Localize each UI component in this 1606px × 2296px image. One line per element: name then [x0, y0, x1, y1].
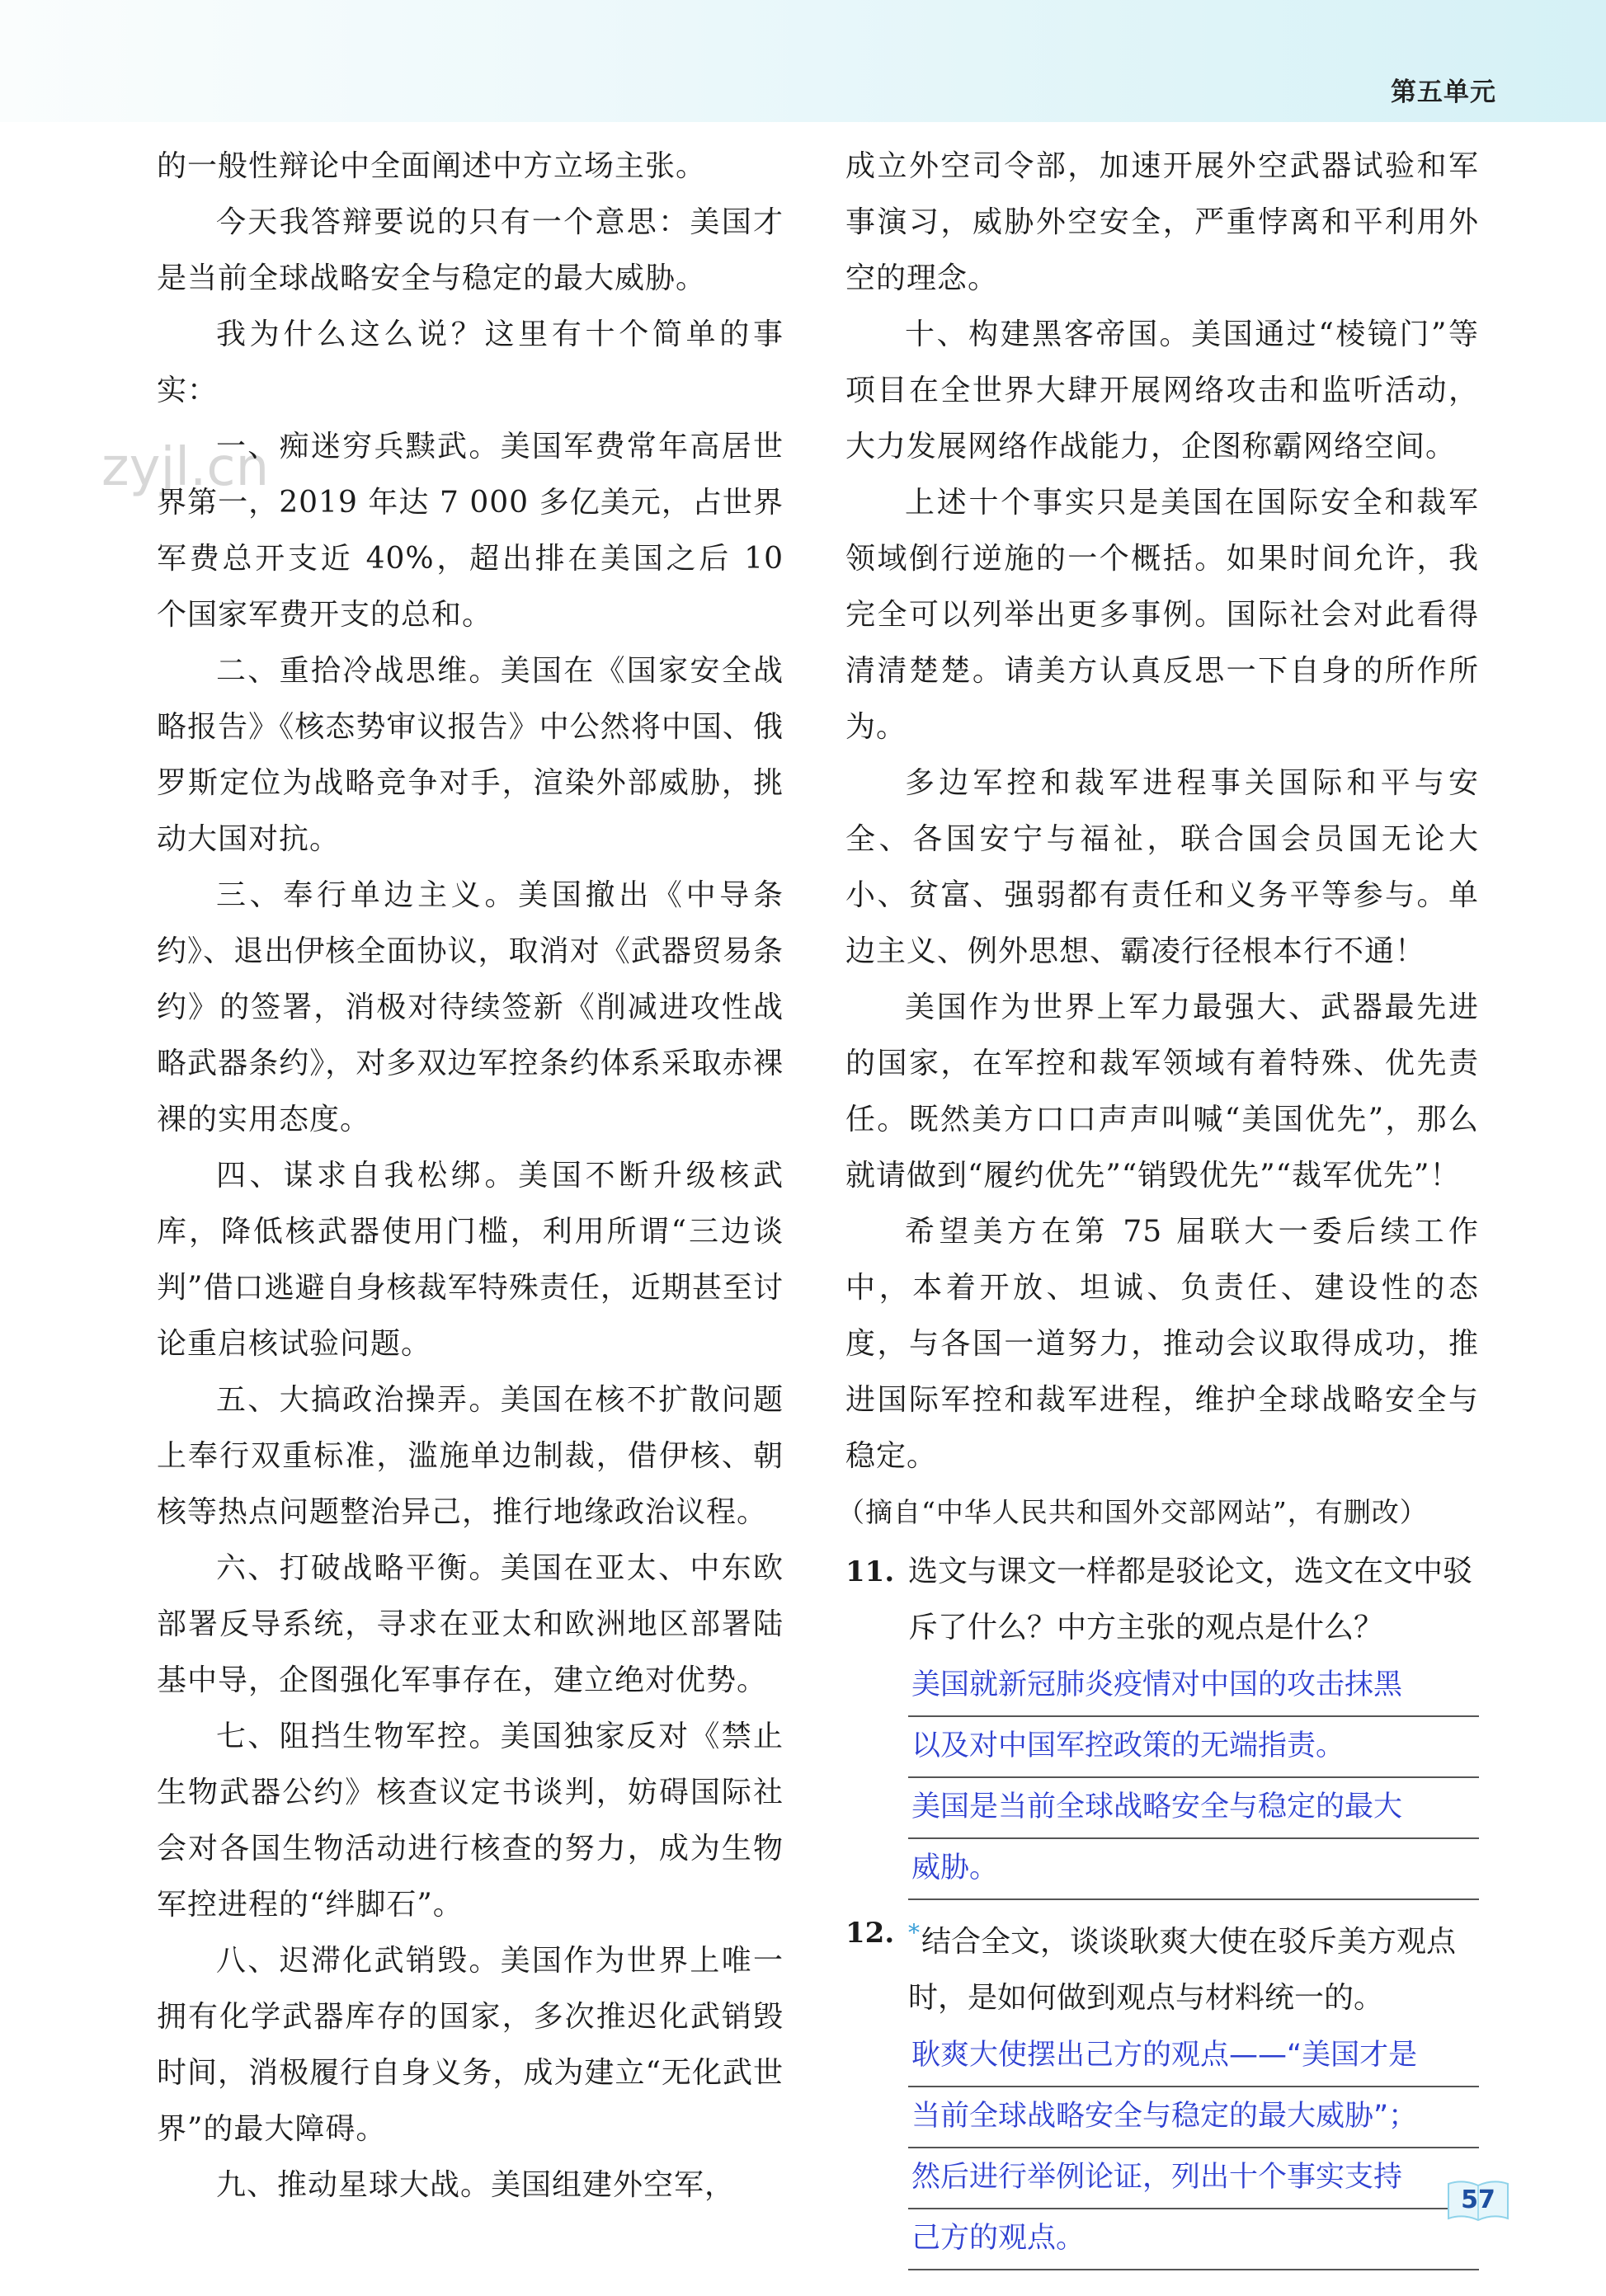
paragraph: 的一般性辩论中全面阐述中方立场主张。 — [157, 149, 707, 183]
paragraph: 二、重拾冷战思维。美国在《国家安全战略报告》《核态势审议报告》中公然将中国、俄罗斯定位为战略竞争对手，渲染外部威胁，挑动大国对抗。 — [157, 654, 784, 856]
paragraph: 七、阻挡生物军控。美国独家反对《禁止生物武器公约》核查议定书谈判，妨碍国际社会对各国生物活动进行核查的努力，成为生物军控进程的“绊脚石”。 — [157, 1720, 784, 1922]
paragraph: 九、推动星球大战。美国组建外空军， — [216, 2168, 736, 2202]
question-text: 选文与课文一样都是驳论文，选文在文中驳斥了什么？中方主张的观点是什么？ — [908, 1555, 1473, 1644]
paragraph: 成立外空司令部，加速开展外空武器试验和军事演习，威胁外空安全，严重悖离和平利用外空的理念。 — [845, 149, 1479, 295]
paragraph: 美国作为世界上军力最强大、武器最先进的国家，在军控和裁军领域有着特殊、优先责任。既然美方口口声声叫喊“美国优先”，那么就请做到“履约优先”“销毁优先”“裁军优先”！ — [845, 990, 1479, 1193]
answer-line: 己方的观点。 — [908, 2209, 1479, 2270]
watermark: zyjl.cn — [101, 437, 270, 498]
page-number: 57 — [1461, 2185, 1495, 2214]
paragraph: 六、打破战略平衡。美国在亚太、中东欧部署反导系统，寻求在亚太和欧洲地区部署陆基中导，企图强化军事存在，建立绝对优势。 — [157, 1551, 784, 1697]
question-number: 12. — [845, 1917, 895, 1950]
answer-line: 美国就新冠肺炎疫情对中国的攻击抹黑 — [908, 1656, 1479, 1717]
paragraph: 五、大搞政治操弄。美国在核不扩散问题上奉行双重标准，滥施单边制裁，借伊核、朝核等热点问题整治异己，推行地缘政治议程。 — [157, 1383, 784, 1529]
paragraph: 三、奉行单边主义。美国撤出《中导条约》、退出伊核全面协议，取消对《武器贸易条约》的签署，消极对待续签新《削减进攻性战略武器条约》，对多双边军控条约体系采取赤裸裸的实用态度。 — [157, 878, 784, 1136]
paragraph: 一、痴迷穷兵黩武。美国军费常年高居世界第一，2019 年达 7 000 多亿美元，占世界军费总开支近 40%，超出排在美国之后 10 个国家军费开支的总和。 — [157, 430, 784, 632]
answer-line: 美国是当前全球战略安全与稳定的最大 — [908, 1778, 1479, 1839]
answer-line: 威胁。 — [908, 1839, 1479, 1900]
header-band — [0, 0, 1606, 122]
source-citation: （摘自“中华人民共和国外交部网站”，有删改） — [837, 1496, 1428, 1528]
paragraph: 希望美方在第 75 届联大一委后续工作中，本着开放、坦诚、负责任、建设性的态度，与各国一道努力，推动会议取得成功，推进国际军控和裁军进程，维护全球战略安全与稳定。 — [845, 1215, 1479, 1473]
answer-line: 当前全球战略安全与稳定的最大威胁”； — [908, 2087, 1479, 2148]
answer-line: 耿爽大使摆出己方的观点——“美国才是 — [908, 2026, 1479, 2087]
question-number: 11. — [845, 1555, 895, 1588]
paragraph: 上述十个事实只是美国在国际安全和裁军领域倒行逆施的一个概括。如果时间允许，我完全可以列举出更多事例。国际社会对此看得清清楚楚。请美方认真反思一下自身的所作所为。 — [845, 486, 1479, 744]
answer-11[interactable] — [908, 1656, 1479, 1900]
answer-12[interactable] — [908, 2026, 1479, 2270]
left-column — [157, 139, 784, 2214]
answer-line: 以及对中国军控政策的无端指责。 — [908, 1717, 1479, 1778]
question-text: 结合全文，谈谈耿爽大使在驳斥美方观点时，是如何做到观点与材料统一的。 — [908, 1925, 1457, 2015]
paragraph: 十、构建黑客帝国。美国通过“棱镜门”等项目在全世界大肆开展网络攻击和监听活动，大力发展网络作战能力，企图称霸网络空间。 — [845, 318, 1479, 463]
paragraph: 多边军控和裁军进程事关国际和平与安全、各国安宁与福祉，联合国会员国无论大小、贫富、强弱都有责任和义务平等参与。单边主义、例外思想、霸凌行径根本行不通！ — [845, 766, 1479, 968]
star-icon: * — [908, 1919, 920, 1946]
paragraph: 四、谋求自我松绑。美国不断升级核武库，降低核武器使用门槛，利用所谓“三边谈判”借口逃避自身核裁军特殊责任，近期甚至讨论重启核试验问题。 — [157, 1159, 784, 1361]
paragraph: 今天我答辩要说的只有一个意思：美国才是当前全球战略安全与稳定的最大威胁。 — [157, 205, 784, 295]
paragraph: 八、迟滞化武销毁。美国作为世界上唯一拥有化学武器库存的国家，多次推迟化武销毁时间，消极履行自身义务，成为建立“无化武世界”的最大障碍。 — [157, 1944, 784, 2146]
question-12 — [845, 1905, 1479, 2026]
page-number-badge — [1445, 2177, 1511, 2225]
question-11 — [845, 1544, 1479, 1656]
answer-line: 然后进行举例论证，列出十个事实支持 — [908, 2148, 1479, 2209]
unit-label: 第五单元 — [1391, 78, 1496, 107]
right-column — [837, 139, 1479, 2270]
paragraph: 我为什么这么说？这里有十个简单的事实： — [157, 318, 784, 407]
